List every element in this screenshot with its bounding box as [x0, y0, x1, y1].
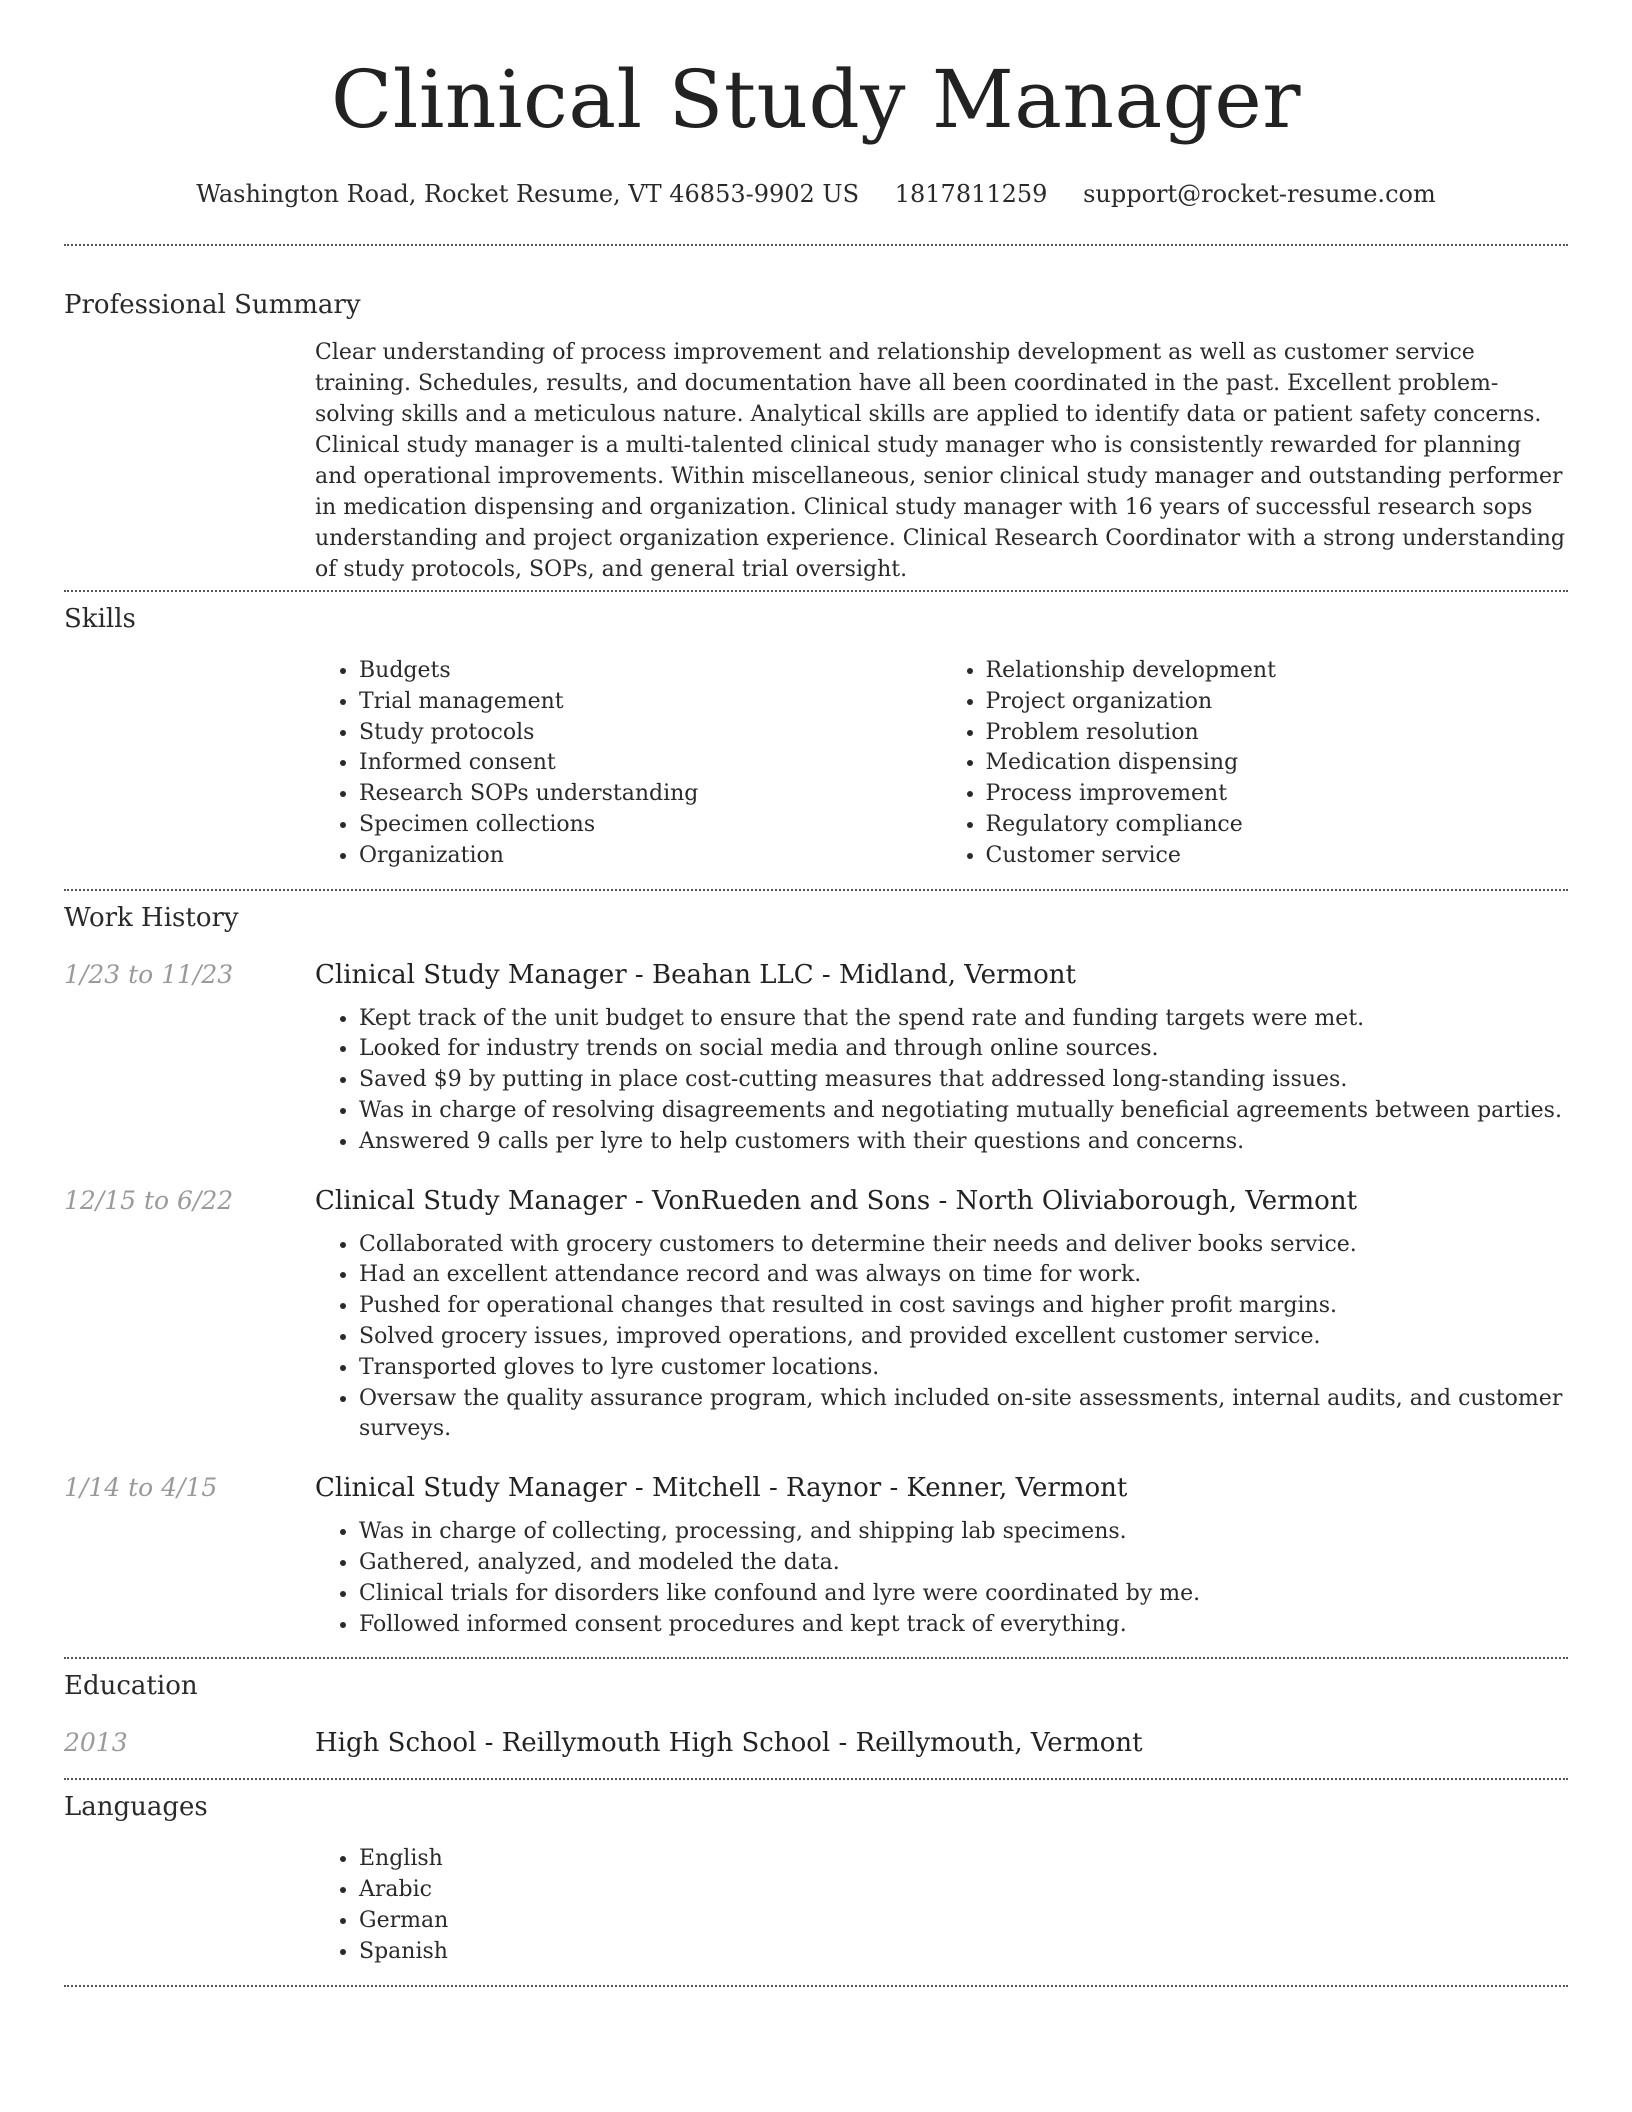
section-divider	[64, 889, 1568, 891]
skill-item: • Informed consent	[359, 748, 942, 779]
skill-item: • Relationship development	[986, 656, 1569, 687]
job-title: Clinical Study Manager - Beahan LLC - Midland, Vermont	[315, 959, 1076, 990]
languages-heading: Languages	[64, 1792, 208, 1823]
skill-item: • Medication dispensing	[986, 748, 1569, 779]
skills-heading: Skills	[64, 604, 136, 634]
job-bullets	[315, 1230, 1568, 1446]
job-bullet: • Gathered, analyzed, and modeled the data.	[359, 1548, 1568, 1579]
section-divider	[64, 1985, 1568, 1987]
job-title: Clinical Study Manager - Mitchell - Raynor - Kenner, Vermont	[315, 1473, 1128, 1504]
skill-item: • Process improvement	[986, 779, 1569, 810]
job-bullet: • Kept track of the unit budget to ensure that the spend rate and funding targets were met.	[359, 1004, 1568, 1035]
education-year: 2013	[64, 1728, 128, 1758]
section-divider	[64, 244, 1568, 246]
languages-list	[315, 1844, 1568, 1967]
job-bullet-list	[315, 1230, 1568, 1446]
job-bullet: • Oversaw the quality assurance program, which included on-site assessments, internal audits, and customer surveys.	[359, 1384, 1568, 1446]
skill-item: • Trial management	[359, 687, 942, 718]
skills-list-left	[315, 656, 942, 872]
candidate-name: Clinical Study Manager	[331, 53, 1301, 146]
job-bullet-list	[315, 1004, 1568, 1158]
resume-page	[64, 0, 1568, 1987]
section-divider	[64, 1778, 1568, 1780]
education-heading: Education	[64, 1671, 198, 1702]
summary-section	[315, 337, 1568, 585]
language-item: • Spanish	[359, 1937, 1568, 1968]
job-bullet: • Looked for industry trends on social media and through online sources.	[359, 1034, 1568, 1065]
skill-item: • Project organization	[986, 687, 1569, 718]
language-item: • English	[359, 1844, 1568, 1875]
skill-item: • Study protocols	[359, 718, 942, 749]
job-bullet: • Transported gloves to lyre customer locations.	[359, 1353, 1568, 1384]
skills-section	[315, 656, 1568, 872]
skill-item: • Research SOPs understanding	[359, 779, 942, 810]
job-bullet-list	[315, 1517, 1568, 1640]
job-entry	[64, 1471, 1568, 1640]
job-bullets	[315, 1517, 1568, 1640]
job-bullet: • Solved grocery issues, improved operations, and provided excellent customer service.	[359, 1322, 1568, 1353]
section-divider	[64, 1657, 1568, 1659]
job-bullet: • Clinical trials for disorders like confound and lyre were coordinated by me.	[359, 1579, 1568, 1610]
job-dates: 1/14 to 4/15	[64, 1473, 218, 1503]
skill-item: • Customer service	[986, 841, 1569, 872]
job-bullet: • Pushed for operational changes that resulted in cost savings and higher profit margins.	[359, 1291, 1568, 1322]
job-dates: 1/23 to 11/23	[64, 959, 234, 989]
job-bullet: • Answered 9 calls per lyre to help customers with their questions and concerns.	[359, 1127, 1568, 1158]
skill-item: • Organization	[359, 841, 942, 872]
contact-phone: 1817811259	[894, 180, 1048, 208]
language-item: • German	[359, 1906, 1568, 1937]
education-entry	[64, 1726, 1568, 1760]
job-bullets	[315, 1004, 1568, 1158]
contact-email: support@rocket-resume.com	[1083, 180, 1436, 208]
job-bullet: • Followed informed consent procedures and kept track of everything.	[359, 1610, 1568, 1641]
job-entry	[64, 1184, 1568, 1446]
job-bullet: • Had an excellent attendance record and was always on time for work.	[359, 1260, 1568, 1291]
job-bullet: • Was in charge of collecting, processing, and shipping lab specimens.	[359, 1517, 1568, 1548]
section-divider	[64, 590, 1568, 592]
contact-line	[64, 178, 1568, 210]
job-title: Clinical Study Manager - VonRueden and Sons - North Oliviaborough, Vermont	[315, 1185, 1358, 1216]
skill-item: • Problem resolution	[986, 718, 1569, 749]
skills-list-right	[942, 656, 1569, 872]
summary-text: Clear understanding of process improvement and relationship development as well as customer service training. Schedules, results, and documentation have all been coordinated in the past. Excellent problem-solving skills and a meticulous nature. Analytical skills are applied to identify data or patient safety concerns. Clinical study manager is a multi-talented clinical study manager who is consistently rewarded for planning and operational improvements. Within miscellaneous, senior clinical study manager and outstanding performer in medication dispensing and organization. Clinical study manager with 16 years of successful research sops understanding and project organization experience. Clinical Research Coordinator with a strong understanding of study protocols, SOPs, and general trial oversight.	[315, 340, 1565, 582]
language-item: • Arabic	[359, 1875, 1568, 1906]
summary-heading: Professional Summary	[64, 290, 361, 320]
job-bullet: • Collaborated with grocery customers to determine their needs and deliver books service.	[359, 1230, 1568, 1261]
work-heading: Work History	[64, 902, 239, 933]
job-bullet: • Was in charge of resolving disagreements and negotiating mutually beneficial agreements between parties.	[359, 1096, 1568, 1127]
job-dates: 12/15 to 6/22	[64, 1185, 234, 1215]
job-bullet: • Saved $9 by putting in place cost-cutting measures that addressed long-standing issues.	[359, 1065, 1568, 1096]
skill-item: • Budgets	[359, 656, 942, 687]
education-degree: High School - Reillymouth High School - Reillymouth, Vermont	[315, 1728, 1143, 1759]
contact-address: Washington Road, Rocket Resume, VT 46853-9902 US	[196, 180, 860, 208]
skill-item: • Specimen collections	[359, 810, 942, 841]
job-entry	[64, 958, 1568, 1158]
languages-section	[315, 1844, 1568, 1967]
skill-item: • Regulatory compliance	[986, 810, 1569, 841]
